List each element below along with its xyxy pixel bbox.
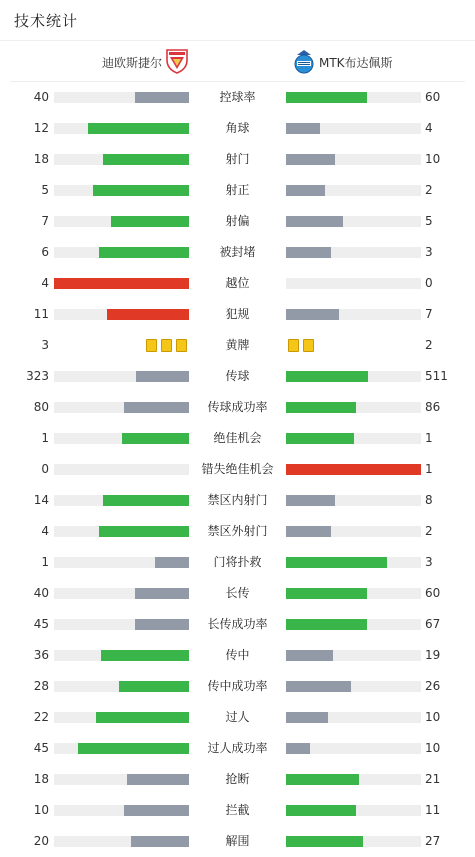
home-stat-value: 4 (41, 524, 49, 538)
home-stat-bar (54, 557, 189, 568)
stat-row (0, 214, 475, 228)
away-stat-value: 8 (425, 493, 433, 507)
away-stat-value: 4 (425, 121, 433, 135)
home-stat-bar (54, 247, 189, 258)
home-stat-bar (54, 526, 189, 537)
home-stat-bar-fill (135, 619, 189, 630)
yellow-card-icon (288, 339, 299, 352)
stat-label: 越位 (225, 276, 250, 290)
stat-label: 控球率 (219, 90, 256, 104)
stat-row (0, 524, 475, 538)
home-stat-bar-fill (131, 836, 189, 847)
home-stat-value: 323 (26, 369, 49, 383)
home-stat-bar-fill (103, 154, 189, 165)
home-stat-value: 45 (33, 741, 49, 755)
stat-label: 禁区内射门 (207, 493, 268, 507)
away-stat-bar-fill (286, 805, 356, 816)
stat-label: 拦截 (225, 803, 250, 817)
stat-label: 绝佳机会 (213, 431, 262, 445)
away-stat-bar-fill (286, 743, 310, 754)
stat-row (0, 586, 475, 600)
home-stat-bar (54, 402, 189, 413)
home-stat-bar-fill (135, 92, 189, 103)
stat-row (0, 369, 475, 383)
stat-row (0, 803, 475, 817)
stat-label: 长传 (225, 586, 250, 600)
stat-row (0, 183, 475, 197)
away-stat-value: 3 (425, 245, 433, 259)
home-stat-value: 22 (33, 710, 49, 724)
away-stat-bar (286, 743, 421, 754)
away-stat-value: 2 (425, 524, 433, 538)
away-stat-value: 1 (425, 431, 433, 445)
home-stat-bar (54, 464, 189, 475)
away-stat-bar-fill (286, 619, 367, 630)
away-stat-bar (286, 464, 421, 475)
stat-label: 传球 (225, 369, 250, 383)
home-stat-bar-fill (155, 557, 189, 568)
home-stat-bar-fill (99, 526, 189, 537)
stat-row (0, 245, 475, 259)
away-stat-bar-fill (286, 588, 367, 599)
stat-row (0, 462, 475, 476)
stat-label: 角球 (225, 121, 250, 135)
home-stat-bar (54, 650, 189, 661)
away-stat-bar (286, 619, 421, 630)
home-stat-bar (54, 588, 189, 599)
stat-row (0, 648, 475, 662)
home-stat-value: 6 (41, 245, 49, 259)
stat-label: 传中 (225, 648, 250, 662)
home-stat-bar (54, 309, 189, 320)
home-stat-value: 5 (41, 183, 49, 197)
home-stat-value: 28 (33, 679, 49, 693)
away-stat-value: 60 (425, 90, 441, 104)
stat-label: 禁区外射门 (207, 524, 268, 538)
away-stat-value: 511 (425, 369, 448, 383)
away-stat-bar-fill (286, 123, 320, 134)
home-yellow-cards (144, 338, 189, 352)
home-stat-bar-fill (107, 309, 189, 320)
away-stat-bar (286, 247, 421, 258)
home-stat-bar (54, 185, 189, 196)
stat-row (0, 431, 475, 445)
home-stat-value: 18 (33, 772, 49, 786)
stat-row (0, 400, 475, 414)
away-stat-bar (286, 774, 421, 785)
away-yellow-cards (286, 338, 316, 352)
home-stat-bar-fill (124, 805, 189, 816)
away-stat-value: 5 (425, 214, 433, 228)
away-stat-bar (286, 92, 421, 103)
home-stat-bar-fill (54, 278, 189, 289)
away-stat-value: 10 (425, 152, 441, 166)
home-stat-bar (54, 805, 189, 816)
stat-label: 过人成功率 (207, 741, 268, 755)
home-stat-bar (54, 743, 189, 754)
stat-row (0, 152, 475, 166)
home-stat-value: 45 (33, 617, 49, 631)
home-stat-bar (54, 371, 189, 382)
stat-row (0, 617, 475, 631)
away-stat-bar (286, 681, 421, 692)
home-team-name[interactable]: 迪欧斯捷尔 (101, 56, 162, 70)
home-stat-bar-fill (78, 743, 189, 754)
away-stat-bar-fill (286, 774, 359, 785)
home-stat-bar-fill (119, 681, 189, 692)
stat-row (0, 276, 475, 290)
home-stat-bar-fill (96, 712, 189, 723)
away-stat-bar (286, 433, 421, 444)
away-stat-value: 2 (425, 183, 433, 197)
mtk-budapest-crest-icon[interactable] (292, 49, 316, 75)
away-stat-value: 67 (425, 617, 441, 631)
away-stat-bar (286, 805, 421, 816)
away-stat-value: 3 (425, 555, 433, 569)
away-stat-bar-fill (286, 371, 368, 382)
away-stat-bar (286, 495, 421, 506)
stat-label: 过人 (225, 710, 250, 724)
page-title: 技术统计 (14, 12, 79, 30)
away-stat-bar (286, 526, 421, 537)
yellow-card-icon (161, 339, 172, 352)
home-stat-value: 18 (33, 152, 49, 166)
home-stat-bar-fill (99, 247, 189, 258)
home-stat-bar (54, 619, 189, 630)
stat-row (0, 493, 475, 507)
away-stat-bar-fill (286, 557, 387, 568)
stat-label: 射偏 (225, 214, 250, 228)
away-stat-bar-fill (286, 650, 333, 661)
stat-row (0, 121, 475, 135)
yellow-card-icon (303, 339, 314, 352)
home-stat-bar-fill (101, 650, 189, 661)
away-stat-value: 0 (425, 276, 433, 290)
home-stat-bar-fill (127, 774, 189, 785)
away-stat-bar-fill (286, 433, 354, 444)
away-stat-bar (286, 712, 421, 723)
home-stat-bar (54, 495, 189, 506)
home-stat-bar (54, 836, 189, 847)
away-stat-bar (286, 278, 421, 289)
home-stat-value: 0 (41, 462, 49, 476)
stat-label: 抢断 (225, 772, 250, 786)
away-stat-bar (286, 588, 421, 599)
away-stat-value: 1 (425, 462, 433, 476)
home-stat-value: 11 (33, 307, 49, 321)
away-stat-bar-fill (286, 526, 331, 537)
home-stat-value: 14 (33, 493, 49, 507)
away-stat-bar (286, 185, 421, 196)
home-stat-bar (54, 92, 189, 103)
home-stat-value: 12 (33, 121, 49, 135)
away-stat-bar-fill (286, 247, 331, 258)
stat-label: 射门 (225, 152, 250, 166)
away-stat-bar-fill (286, 712, 328, 723)
home-stat-bar-fill (135, 588, 189, 599)
home-stat-value: 20 (33, 834, 49, 848)
away-stat-bar (286, 557, 421, 568)
away-stat-value: 86 (425, 400, 441, 414)
stat-row (0, 555, 475, 569)
away-stat-value: 10 (425, 710, 441, 724)
home-stat-bar (54, 278, 189, 289)
stat-label: 传球成功率 (207, 400, 268, 414)
away-stat-value: 26 (425, 679, 441, 693)
away-stat-value: 10 (425, 741, 441, 755)
stat-row (0, 338, 475, 352)
away-stat-bar-fill (286, 681, 351, 692)
away-stat-bar (286, 309, 421, 320)
home-stat-value: 36 (33, 648, 49, 662)
away-stat-value: 11 (425, 803, 441, 817)
stat-label: 犯规 (225, 307, 250, 321)
stat-row (0, 834, 475, 848)
home-stat-value: 1 (41, 431, 49, 445)
home-stat-bar-fill (93, 185, 189, 196)
home-stat-value: 40 (33, 586, 49, 600)
away-team-name[interactable]: MTK布达佩斯 (319, 56, 393, 70)
home-stat-bar-fill (124, 402, 189, 413)
stat-label: 解围 (225, 834, 250, 848)
home-stat-value: 3 (41, 338, 49, 352)
away-stat-bar (286, 402, 421, 413)
away-stat-bar-fill (286, 309, 339, 320)
stat-row (0, 741, 475, 755)
away-stat-value: 21 (425, 772, 441, 786)
home-stat-value: 40 (33, 90, 49, 104)
away-stat-bar-fill (286, 402, 356, 413)
away-stat-value: 60 (425, 586, 441, 600)
home-stat-bar (54, 433, 189, 444)
away-stat-value: 2 (425, 338, 433, 352)
stat-row (0, 90, 475, 104)
away-stat-bar (286, 836, 421, 847)
stat-row (0, 679, 475, 693)
home-stat-bar-fill (111, 216, 189, 227)
home-stat-bar-fill (122, 433, 190, 444)
stat-label: 错失绝佳机会 (201, 462, 274, 476)
away-stat-bar (286, 371, 421, 382)
away-stat-bar-fill (286, 185, 325, 196)
home-stat-value: 80 (33, 400, 49, 414)
away-stat-value: 19 (425, 648, 441, 662)
home-stat-value: 4 (41, 276, 49, 290)
away-stat-bar-fill (286, 216, 343, 227)
stat-label: 长传成功率 (207, 617, 268, 631)
away-stat-bar-fill (286, 836, 363, 847)
away-stat-bar-fill (286, 495, 335, 506)
stat-row (0, 307, 475, 321)
yellow-card-icon (176, 339, 187, 352)
home-stat-value: 7 (41, 214, 49, 228)
away-stat-bar-fill (286, 154, 335, 165)
teams-divider (10, 81, 465, 82)
home-stat-bar-fill (136, 371, 189, 382)
home-stat-value: 10 (33, 803, 49, 817)
stat-row (0, 772, 475, 786)
yellow-card-icon (146, 339, 157, 352)
diosgyor-crest-icon[interactable] (165, 48, 189, 74)
home-stat-bar-fill (88, 123, 189, 134)
stat-row (0, 710, 475, 724)
teams-header (0, 41, 475, 81)
away-stat-value: 27 (425, 834, 441, 848)
stat-label: 被封堵 (219, 245, 256, 259)
home-stat-bar (54, 216, 189, 227)
stat-label: 传中成功率 (207, 679, 268, 693)
away-stat-bar (286, 123, 421, 134)
home-stat-bar (54, 681, 189, 692)
home-stat-bar-fill (103, 495, 189, 506)
stat-label: 射正 (225, 183, 250, 197)
home-stat-value: 1 (41, 555, 49, 569)
away-stat-bar-fill (286, 464, 421, 475)
home-stat-bar (54, 774, 189, 785)
away-stat-bar-fill (286, 92, 367, 103)
away-stat-bar (286, 216, 421, 227)
stat-label: 门将扑救 (213, 555, 262, 569)
home-stat-bar (54, 154, 189, 165)
away-stat-value: 7 (425, 307, 433, 321)
away-stat-bar (286, 154, 421, 165)
away-stat-bar (286, 650, 421, 661)
home-stat-bar (54, 712, 189, 723)
home-stat-bar (54, 123, 189, 134)
stat-label: 黄牌 (225, 338, 250, 352)
